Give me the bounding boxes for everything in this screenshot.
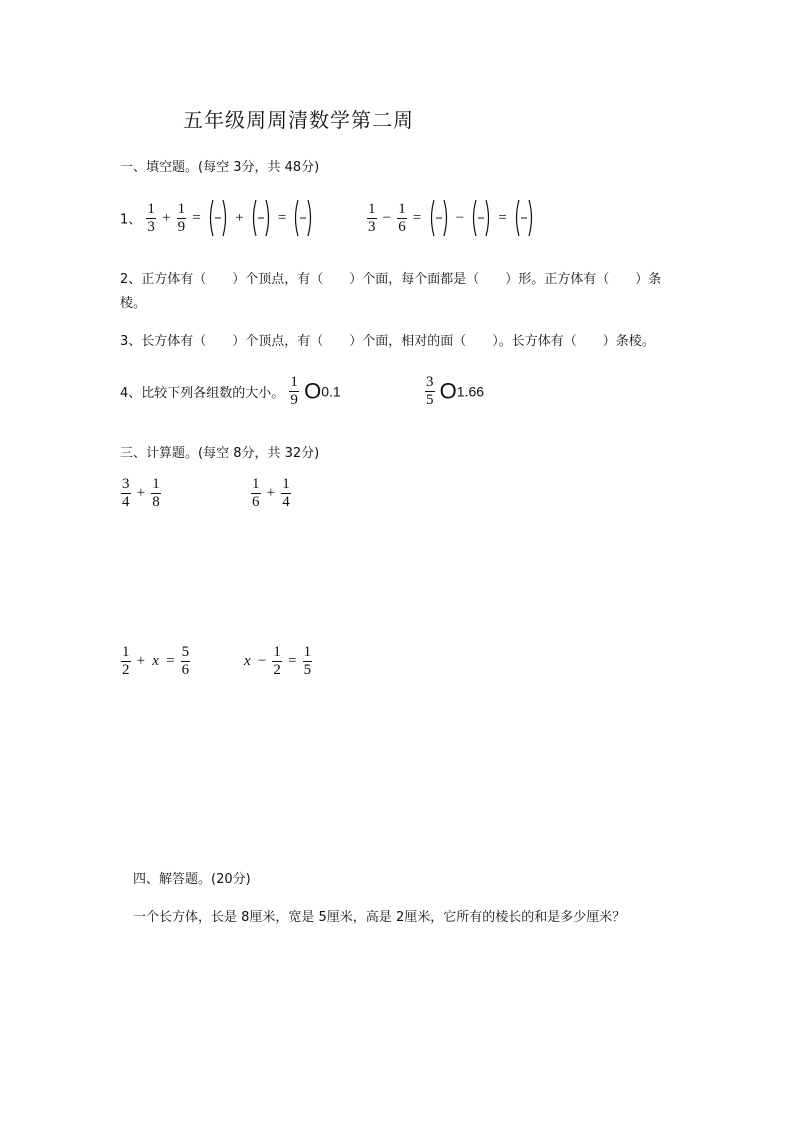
equals-sign: = <box>277 209 287 226</box>
equals-sign: = <box>192 209 201 226</box>
word-problem: 一个长方体，长是 8厘米，宽是 5厘米，高是 2厘米，它所有的棱长的和是多少厘米？ <box>133 910 626 925</box>
fraction: $\frac{5}{6}$ <box>181 644 190 678</box>
fraction: $\frac{3}{4}$ <box>122 476 130 510</box>
minus-sign: − <box>257 653 267 669</box>
q2-line2: 棱。 <box>120 296 147 311</box>
q1-b <box>366 198 536 238</box>
fraction: $\frac{1}{2}$ <box>273 644 281 678</box>
plus-sign: + <box>162 209 171 226</box>
compare-circle[interactable]: O <box>439 378 457 404</box>
fraction: $\frac{1}{6}$ <box>398 200 406 235</box>
minus-sign: − <box>455 209 465 226</box>
compare-number: 0.1 <box>321 383 341 400</box>
section3-heading: 三、计算题。(每空 8分，共 32分) <box>120 446 320 461</box>
plus-sign: + <box>266 485 276 501</box>
equals-sign: = <box>288 653 297 669</box>
variable-x: x <box>152 653 159 669</box>
fraction: $\frac{1}{9}$ <box>290 374 298 408</box>
section4-heading: 四、解答题。(20分) <box>133 872 251 887</box>
equals-sign: = <box>166 653 175 669</box>
equation-2 <box>242 644 313 679</box>
plus-sign: + <box>136 485 146 501</box>
fraction: $\frac{1}{3}$ <box>147 200 155 235</box>
fraction: $\frac{3}{5}$ <box>426 374 434 408</box>
equals-sign: = <box>412 209 422 226</box>
compare-number: 1.66 <box>456 383 485 400</box>
answer-blank-fraction[interactable] <box>470 198 492 238</box>
section1-heading: 一、填空题。(每空 3分，共 48分) <box>120 160 320 175</box>
q4-a <box>120 374 341 409</box>
plus-sign: + <box>235 209 244 226</box>
minus-sign: − <box>382 209 392 226</box>
page-title: 五年级周周清数学第二周 <box>183 108 414 132</box>
variable-x: x <box>244 653 251 669</box>
fraction: $\frac{1}{5}$ <box>303 644 312 678</box>
plus-sign: + <box>136 653 146 669</box>
compare-circle[interactable]: O <box>304 378 322 404</box>
q4-label: 4、比较下列各组数的大小。 <box>120 386 285 401</box>
fraction: $\frac{1}{9}$ <box>177 200 186 235</box>
fraction: $\frac{1}{3}$ <box>368 200 376 235</box>
equals-sign: = <box>498 209 507 226</box>
q3: 3、长方体有（ ）个顶点，有（ ）个面，相对的面（ ）。长方体有（ ）条棱。 <box>120 334 655 349</box>
fraction: $\frac{1}{2}$ <box>122 644 130 678</box>
fraction: $\frac{1}{4}$ <box>282 476 290 510</box>
calc-expression-2 <box>250 476 292 511</box>
fraction: $\frac{1}{6}$ <box>252 476 260 510</box>
answer-blank-fraction[interactable] <box>428 198 450 238</box>
fraction: $\frac{1}{8}$ <box>152 476 160 510</box>
equation-1 <box>120 644 191 679</box>
q2-line1: 2、正方体有（ ）个顶点，有（ ）个面，每个面都是（ ）形。正方体有（ ）条 <box>120 272 662 287</box>
answer-blank-fraction[interactable] <box>207 198 229 238</box>
answer-blank-fraction[interactable] <box>250 198 272 238</box>
q4-b <box>424 374 484 409</box>
calc-expression-1 <box>120 476 162 511</box>
q1-a <box>120 198 315 238</box>
answer-blank-fraction[interactable] <box>513 198 535 238</box>
answer-blank-fraction[interactable] <box>292 198 314 238</box>
q1-label: 1、 <box>120 212 142 228</box>
